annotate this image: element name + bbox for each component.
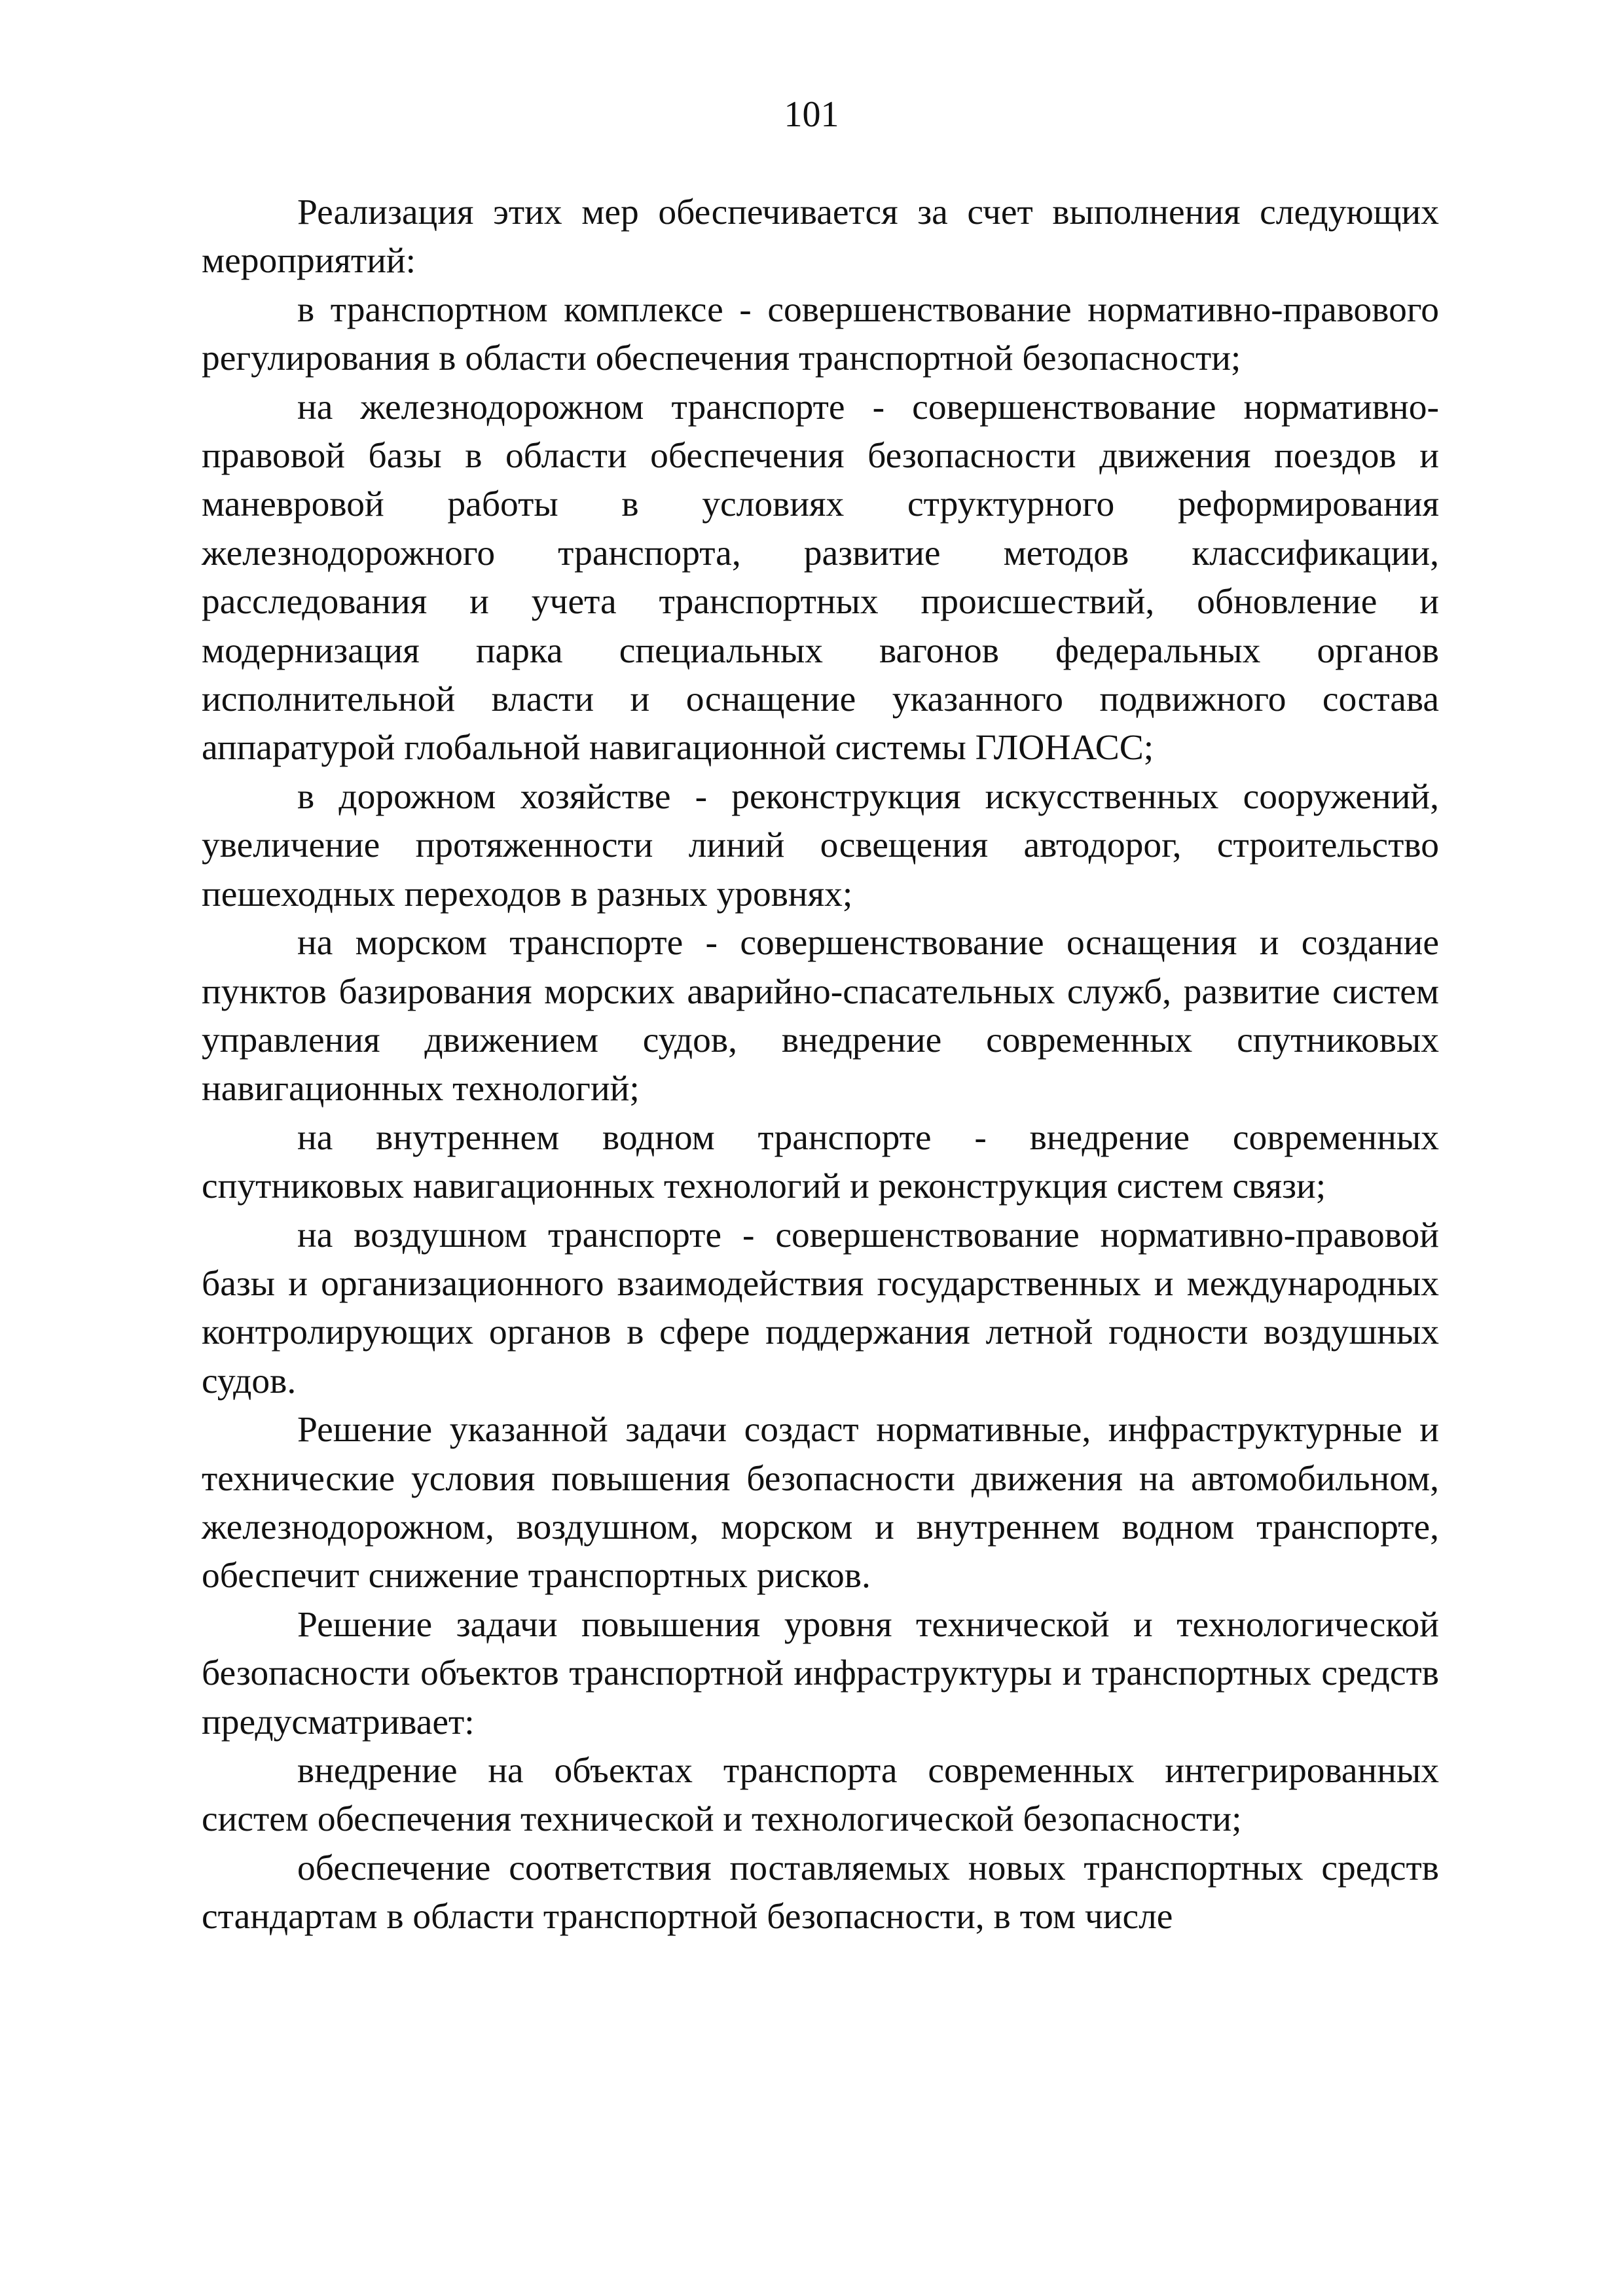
paragraph: на внутреннем водном транспорте - внедрение современных спутниковых навигационных технологий и реконструкция систем связи; xyxy=(202,1117,1439,1207)
page-number: 101 xyxy=(784,94,839,135)
document-body xyxy=(202,188,1439,1942)
paragraph: на воздушном транспорте - совершенствование нормативно-правовой базы и организационного взаимодействия государственных и международных контролирующих органов в сфере поддержания летной годности воздушных судов. xyxy=(202,1215,1439,1401)
paragraph: на морском транспорте - совершенствование оснащения и создание пунктов базирования морских аварийно-спасательных служб, развитие систем управления движением судов, внедрение современных спутниковых навигационных технологий; xyxy=(202,923,1439,1109)
paragraph: внедрение на объектах транспорта современных интегрированных систем обеспечения технической и технологической безопасности; xyxy=(202,1751,1439,1840)
paragraph: в дорожном хозяйстве - реконструкция искусственных сооружений, увеличение протяженности линий освещения автодорог, строительство пешеходных переходов в разных уровнях; xyxy=(202,776,1439,914)
paragraph: на железнодорожном транспорте - совершенствование нормативно-правовой базы в области обеспечения безопасности движения поездов и маневровой работы в условиях структурного реформирования железнодорожного транспорта, развитие методов классификации, расследования и учета транспортных происшествий, обновление и модернизация парка специальных вагонов федеральных органов исполнительной власти и оснащение указанного подвижного состава аппаратурой глобальной навигационной системы ГЛОНАСС; xyxy=(202,387,1439,768)
paragraph: в транспортном комплексе - совершенствование нормативно-правового регулирования в области обеспечения транспортной безопасности; xyxy=(202,289,1439,379)
paragraph: обеспечение соответствия поставляемых новых транспортных средств стандартам в области транспортной безопасности, в том числе xyxy=(202,1848,1439,1937)
paragraph: Реализация этих мер обеспечивается за счет выполнения следующих мероприятий: xyxy=(202,192,1439,281)
paragraph: Решение указанной задачи создаст нормативные, инфраструктурные и технические условия повышения безопасности движения на автомобильном, железнодорожном, воздушном, морском и внутреннем водном транспорте, обеспечит снижение транспортных рисков. xyxy=(202,1410,1439,1596)
paragraph: Решение задачи повышения уровня технической и технологической безопасности объектов транспортной инфраструктуры и транспортных средств предусматривает: xyxy=(202,1604,1439,1742)
